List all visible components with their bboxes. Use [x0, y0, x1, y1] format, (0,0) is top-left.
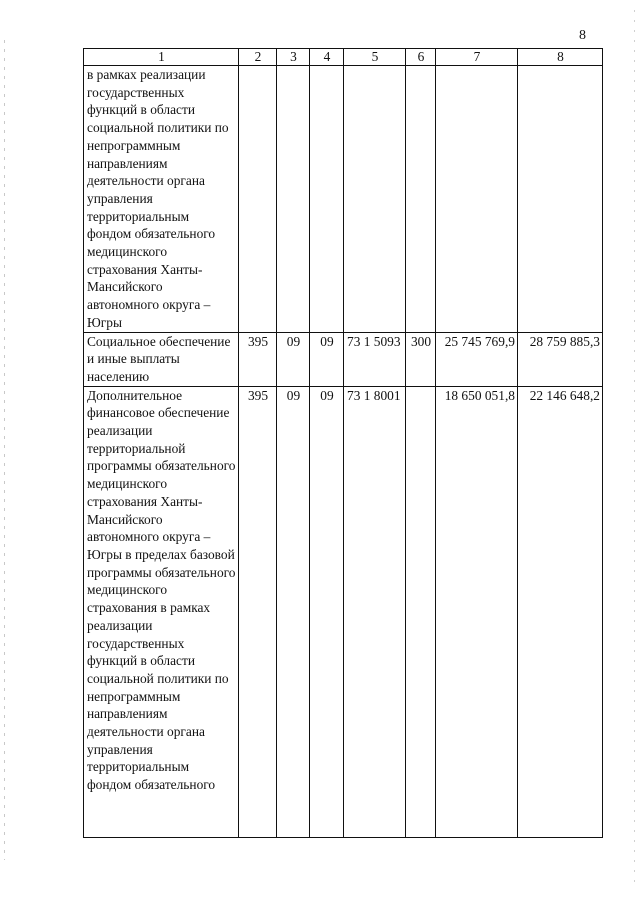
table-row	[84, 386, 603, 837]
cell-subsection	[310, 66, 344, 333]
column-header: 2	[239, 49, 277, 66]
cell-admin-code: 395	[239, 332, 277, 386]
header-row	[84, 49, 603, 66]
row-name: Социальное обеспечение и иные выплаты населению	[84, 332, 239, 386]
column-header: 8	[518, 49, 603, 66]
column-header: 1	[84, 49, 239, 66]
cell-amount-year1: 25 745 769,9	[436, 332, 518, 386]
cell-subsection: 09	[310, 386, 344, 837]
cell-admin-code: 395	[239, 386, 277, 837]
cell-target-article: 73 1 8001	[344, 386, 406, 837]
cell-target-article	[344, 66, 406, 333]
cell-admin-code	[239, 66, 277, 333]
cell-section	[277, 66, 310, 333]
budget-table	[83, 48, 603, 838]
cell-expense-type: 300	[406, 332, 436, 386]
cell-amount-year2: 22 146 648,2	[518, 386, 603, 837]
column-header: 7	[436, 49, 518, 66]
cell-expense-type	[406, 386, 436, 837]
page-number: 8	[579, 28, 586, 43]
column-header: 6	[406, 49, 436, 66]
scan-edge-left	[4, 40, 5, 860]
cell-subsection: 09	[310, 332, 344, 386]
scan-edge-right	[634, 10, 635, 890]
table-row	[84, 332, 603, 386]
cell-section: 09	[277, 386, 310, 837]
table-row	[84, 66, 603, 333]
row-name: Дополнительное финансовое обеспечение реализации территориальной программы обязательного медицинского страхования Ханты-Мансийского автономного округа – Югры в пределах базовой программы обязательного медицинского страхования в рамках реализации государственных функций в области социальной политики по непрограммным направлениям деятельности органа управления территориальным фондом обязательного	[84, 386, 239, 837]
cell-amount-year2: 28 759 885,3	[518, 332, 603, 386]
cell-amount-year1: 18 650 051,8	[436, 386, 518, 837]
column-header: 5	[344, 49, 406, 66]
cell-amount-year2	[518, 66, 603, 333]
cell-amount-year1	[436, 66, 518, 333]
cell-section: 09	[277, 332, 310, 386]
cell-expense-type	[406, 66, 436, 333]
column-header: 3	[277, 49, 310, 66]
cell-target-article: 73 1 5093	[344, 332, 406, 386]
column-header: 4	[310, 49, 344, 66]
row-name: в рамках реализации государственных функций в области социальной политики по непрограммным направлениям деятельности органа управления территориальным фондом обязательного медицинского страхования Ханты-Мансийского автономного округа – Югры	[84, 66, 239, 333]
